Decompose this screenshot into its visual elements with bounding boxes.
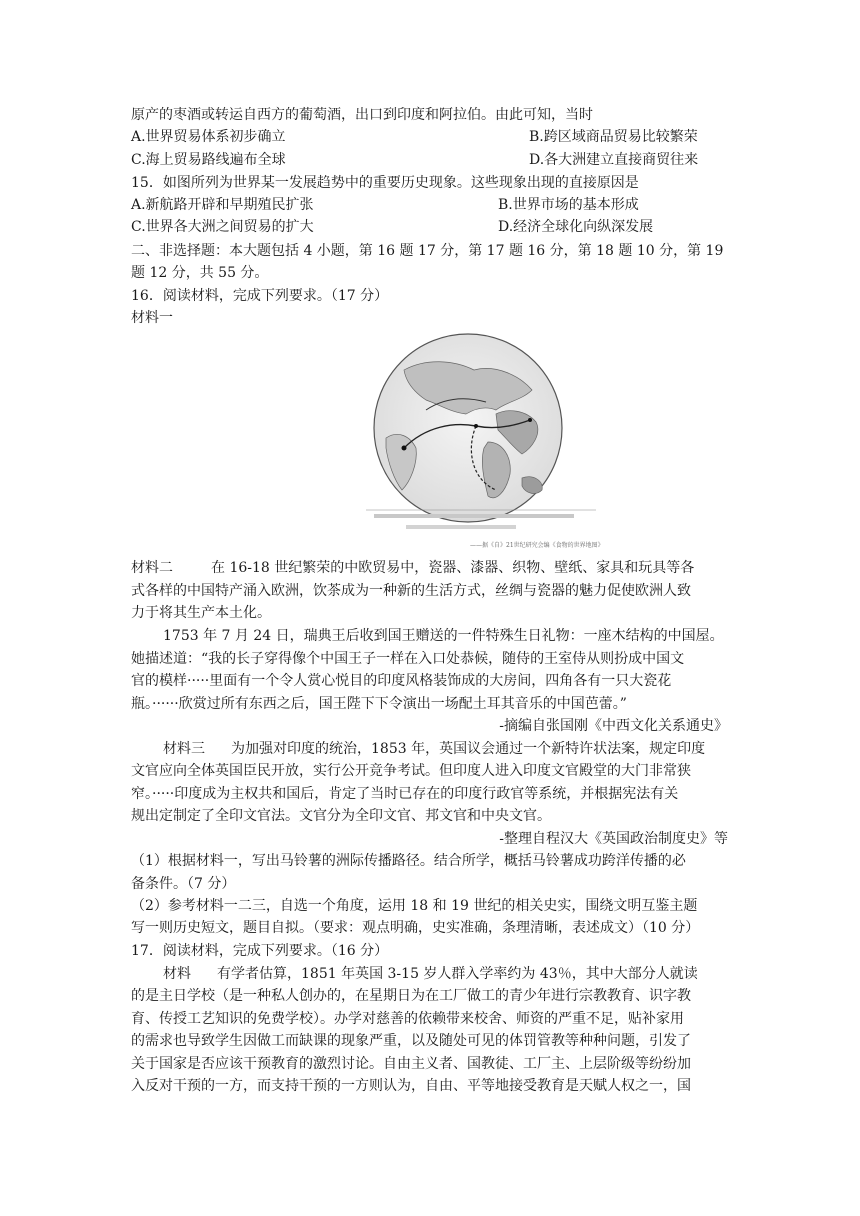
material-text: 关于国家是否应该干预教育的激烈讨论。自由主义者、国教徒、工厂主、上层阶级等纷纷加 [131,1056,691,1072]
question-15: 15．如图所列为世界某一发展趋势中的重要历史现象。这些现象出现的直接原因是 [131,175,639,191]
material-label: 材料二 [131,560,173,576]
material-text: 式各样的中国特产涌入欧洲，饮茶成为一种新的生活方式，丝绸与瓷器的魅力促使欧洲人致 [131,583,691,599]
question-16: 16．阅读材料，完成下列要求。（17 分） [131,288,389,304]
material-text: 她描述道：“我的长子穿得像个中国王子一样在入口处恭候，随侍的王室侍从则扮成中国文 [131,651,685,667]
material-17-line [163,963,698,985]
material-text: 为加强对印度的统治，1853 年，英国议会通过一个新特许状法案，规定印度 [231,741,706,757]
material-text: 力于将其生产本土化。 [131,605,271,621]
material-text: 有学者估算，1851 年英国 3-15 岁人群入学率约为 43％，其中大部分人就读 [217,966,698,982]
section-heading: 二、非选择题：本大题包括 4 小题，第 16 题 17 分，第 17 题 16 分，第 18 题 10 分，第 19 [131,243,724,259]
potato-spread-map [346,330,610,552]
material-2-line [131,557,694,579]
material-3-line [163,738,705,760]
globe-map-image [346,330,610,552]
material-text: 窄。·····印度成为主权共和国后，肯定了当时已存在的印度行政官等系统，并根据宪法有关 [131,786,679,802]
material-text: 规出定制定了全印文官法。文官分为全印文官、邦文官和中央文官。 [131,808,551,824]
material-text: 育、传授工艺知识的免费学校）。办学对慈善的依赖带来校舍、师资的严重不足，贴补家用 [131,1011,684,1027]
option-a: A.世界贸易体系初步确立 [131,129,286,145]
material-text: 入反对干预的一方，而支持干预的一方则认为，自由、平等地接受教育是天赋人权之一，国 [131,1078,691,1094]
material-label: 材料 [163,966,191,982]
option-c: C.世界各大洲之间贸易的扩大 [131,219,314,235]
material-label: 材料一 [131,310,173,326]
section-heading: 题 12 分，共 55 分。 [131,265,269,281]
requirement-1: （1）根据材料一，写出马铃薯的洲际传播路径。结合所学，概括马铃薯成功跨洋传播的必 [131,853,686,869]
requirement-1: 备条件。（7 分） [131,876,236,892]
requirement-2: （2）参考材料一二三，自选一个角度，运用 18 和 19 世纪的相关史实，围绕文明互鉴主题 [131,898,698,914]
option-d: D.各大洲建立直接商贸往来 [529,152,699,168]
option-b: B.跨区域商品贸易比较繁荣 [529,129,698,145]
source-citation: -摘编自张国刚《中西文化关系通史》 [499,718,728,734]
material-text: 瓶。······欣赏过所有东西之后，国王陛下下令演出一场配土耳其音乐的中国芭蕾。” [131,696,627,712]
material-text: 的需求也导致学生因做工而缺课的现象严重，以及随处可见的体罚管教等种种问题，引发了 [131,1033,691,1049]
material-text: 的是主日学校（是一种私人创办的，在星期日为在工厂做工的青少年进行宗教教育、识字教 [131,988,691,1004]
material-text: 文官应向全体英国臣民开放，实行公开竞争考试。但印度人进入印度文官殿堂的大门非常狭 [131,763,691,779]
material-text: 官的模样·····里面有一个令人赏心悦目的印度风格装饰成的大房间，四角各有一只大瓷花 [131,673,672,689]
material-text: 1753 年 7 月 24 日，瑞典王后收到国王赠送的一件特殊生日礼物：一座木结构的中国屋。 [163,628,724,644]
option-c: C.海上贸易路线遍布全球 [131,152,286,168]
text-line: 原产的枣酒或转运自西方的葡萄酒，出口到印度和阿拉伯。由此可知，当时 [131,107,593,123]
material-text: 在 16-18 世纪繁荣的中欧贸易中，瓷器、漆器、织物、壁纸、家具和玩具等各 [211,560,695,576]
question-17: 17．阅读材料，完成下列要求。（16 分） [131,943,389,959]
option-a: A.新航路开辟和早期殖民扩张 [131,197,314,213]
option-b: B.世界市场的基本形成 [498,197,639,213]
source-citation: -整理自程汉大《英国政治制度史》等 [499,831,728,847]
requirement-2: 写一则历史短文，题目自拟。（要求：观点明确，史实准确，条理清晰，表述成文）（10 分） [131,920,700,936]
option-d: D.经济全球化向纵深发展 [498,219,654,235]
map-caption: ——据《自》21世纪研究会编《食物的世界地图》 [470,542,604,549]
material-label: 材料三 [163,741,205,757]
